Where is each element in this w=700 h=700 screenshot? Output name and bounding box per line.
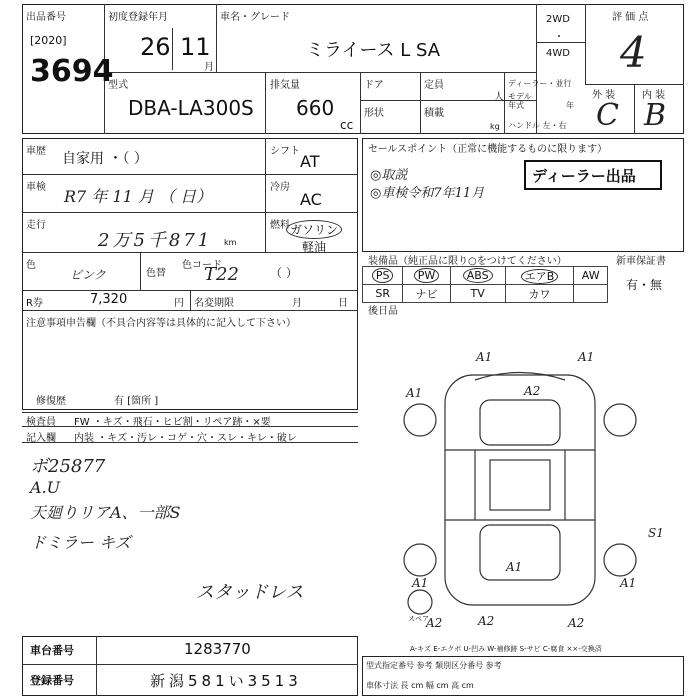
car-name: ミライース L SA: [306, 40, 441, 61]
ac-label: 冷房: [270, 182, 290, 193]
fuel-label: 燃料: [270, 220, 290, 231]
nametag-label: 名変期限: [194, 298, 234, 309]
displacement-value: 660: [296, 96, 335, 120]
plate-value: 新潟581い3513: [150, 672, 302, 690]
handle-label: ハンドル 左・右: [508, 121, 567, 130]
equip-aw: AW: [581, 269, 600, 282]
inspection-value: R7 年 11 月 （ 日）: [64, 187, 213, 206]
diagram-mark-5: A1: [506, 560, 523, 574]
recycle-value: 7,320: [90, 292, 128, 307]
diagram-mark-10: A2: [568, 616, 585, 630]
day-unit: 日: [338, 298, 348, 309]
warranty-label: 新車保証書: [616, 256, 666, 267]
usage-label: 車歴: [26, 146, 46, 157]
handwritten-note-3: 天廻りリアA、一部S: [30, 503, 181, 522]
yen-unit: 円: [174, 298, 184, 309]
notes-label: 注意事項申告欄（不具合内容等は具体的に記入して下さい）: [26, 318, 296, 329]
model-label: 型式: [108, 80, 128, 91]
interior-grade: B: [644, 98, 667, 133]
ac-value: AC: [300, 190, 322, 209]
legend-line-3: 車体寸法 長 cm 幅 cm 高 cm: [366, 681, 474, 690]
diagram-mark-3: A1: [406, 386, 423, 400]
person-unit: 人: [494, 92, 504, 103]
mileage-value: 2万5千871: [98, 230, 213, 251]
name-label: 車名・グレード: [220, 12, 290, 23]
sales-label: セールスポイント（正常に機能するものに限ります）: [368, 144, 608, 155]
shift-value: AT: [300, 152, 320, 171]
sales-item-1: ◎取説: [370, 168, 408, 183]
equipment-table: [362, 266, 608, 303]
equip-tv: TV: [470, 287, 485, 300]
reg-month-unit: 月: [204, 62, 214, 73]
reg-year: 26: [140, 33, 171, 61]
exterior-label: 外 装: [592, 90, 616, 101]
fuel-paren: （ ）: [270, 266, 298, 280]
legend-line-2: 型式指定番号 参考 類別区分番号 参考: [366, 661, 502, 670]
color-no-label: 色替: [146, 268, 166, 279]
dealer-label: ディーラー・並行: [508, 79, 572, 88]
diagram-mark-6: S1: [648, 526, 664, 540]
diagram-mark-11: A2: [426, 616, 443, 630]
color-code-value: T22: [204, 264, 239, 285]
entry-row: 内装 ・キズ・汚レ・コゲ・穴・スレ・キレ・破レ: [74, 433, 297, 444]
diagram-mark-8: A1: [620, 576, 637, 590]
plate-label: 登録番号: [30, 674, 74, 687]
exterior-grade: C: [596, 98, 619, 133]
warranty-value: 有・無: [626, 278, 663, 292]
score-value: 4: [620, 28, 647, 77]
handwritten-note-5: スタッドレス: [196, 582, 304, 603]
drive-4wd: 4WD: [546, 48, 570, 59]
month-unit: 月: [292, 298, 302, 309]
drive-dot: ・: [554, 32, 564, 43]
door-label: ドア: [364, 80, 384, 91]
color-value: ピンク: [70, 268, 106, 282]
reg-label: 初度登録年月: [108, 12, 168, 23]
diagram-mark-9: A2: [478, 614, 495, 628]
score-label: 評 価 点: [612, 12, 649, 23]
chassis-value: 1283770: [184, 640, 251, 658]
diagram-mark-1: A1: [476, 350, 493, 364]
after-items-label: 後日品: [368, 306, 398, 317]
interior-label: 内 装: [642, 90, 666, 101]
inspector-row: FW ・キズ・飛石・ヒビ割・リペア跡・×要: [74, 417, 271, 428]
diagram-mark-2: A1: [578, 350, 595, 364]
equip-navi: ナビ: [415, 287, 438, 301]
dealer-badge-text: ディーラー出品: [532, 167, 636, 185]
equip-sr: SR: [375, 287, 390, 300]
lot-number: 3694: [30, 54, 114, 89]
year-unit: 年: [566, 101, 574, 110]
reg-month: 11: [180, 33, 211, 61]
model-year-label: モデル 年式: [508, 92, 532, 110]
diagram-mark-7: A1: [412, 576, 429, 590]
equip-abs: ABS: [463, 268, 493, 283]
lot-label: 出品番号: [26, 12, 66, 23]
legend-line-1: A-キズ E-エクボ U-凹み W-補修跡 S-サビ C-腐食 ××-交換済: [410, 645, 602, 653]
shape-label: 形状: [364, 108, 384, 119]
inspector-label: 検査員: [26, 417, 56, 428]
fuel-diesel: 軽油: [302, 240, 327, 254]
chassis-label: 車台番号: [30, 644, 74, 657]
repair-value: 有 [箇所 ]: [114, 396, 159, 407]
displacement-label: 排気量: [270, 80, 300, 91]
equip-leather: カワ: [528, 287, 551, 301]
inspection-label: 車検: [26, 182, 46, 193]
equip-pw: PW: [414, 268, 440, 283]
km-unit: km: [224, 238, 237, 247]
mileage-label: 走行: [26, 220, 46, 231]
diagram-mark-4: A2: [524, 384, 541, 398]
handwritten-note-1: ボ25877: [30, 456, 106, 477]
model-value: DBA-LA300S: [128, 96, 254, 120]
handwritten-note-2: A.U: [30, 478, 61, 497]
color-label: 色: [26, 260, 36, 271]
entry-label: 記入欄: [26, 433, 56, 444]
color-code-label: 色コード: [182, 260, 222, 271]
spare-label: スペア: [408, 615, 429, 623]
fuel-gas: ガソリン: [286, 220, 342, 239]
kg-unit: kg: [490, 122, 500, 131]
year-tag: [2020]: [30, 34, 67, 47]
handwritten-note-4: ドミラー キズ: [30, 533, 131, 552]
capacity-label: 定員: [424, 80, 444, 91]
cc-unit: cc: [340, 118, 354, 132]
recycle-label: R券: [26, 298, 43, 309]
shift-label: シフト: [270, 146, 300, 157]
usage-value: 自家用 ・（ ）: [62, 151, 148, 167]
sales-item-2: ◎車検令和7年11月: [370, 186, 485, 201]
drive-2wd: 2WD: [546, 14, 570, 25]
repair-label: 修復歴: [36, 396, 66, 407]
load-label: 積載: [424, 108, 444, 119]
equip-ps: PS: [372, 268, 394, 283]
equip-airbag: エアB: [521, 269, 559, 284]
equipment-label: 装備品（純正品に限り○をつけてください）: [368, 256, 567, 267]
